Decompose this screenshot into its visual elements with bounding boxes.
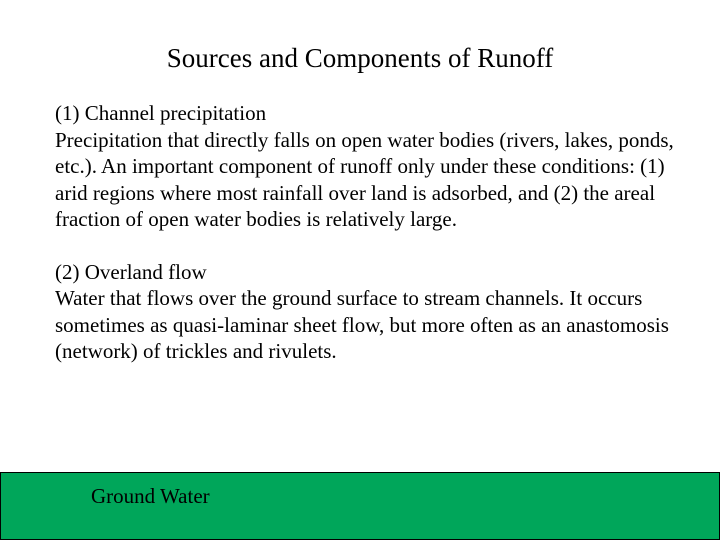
section-channel-precipitation xyxy=(55,100,695,233)
section-heading: (1) Channel precipitation xyxy=(55,101,267,125)
ground-water-bar xyxy=(0,472,720,540)
section-overland-flow xyxy=(55,259,695,365)
slide-content xyxy=(55,100,695,365)
section-heading: (2) Overland flow xyxy=(55,259,207,284)
section-body: Precipitation that directly falls on open water bodies (rivers, lakes, ponds, etc.). An important component of runoff only under these conditions: (1) arid regions where most rainfall over land is adsorbed, and (2) the areal fraction of open water bodies is relatively large. xyxy=(55,127,674,231)
section-body: Water that flows over the ground surface to stream channels. It occurs sometimes as quasi-laminar sheet flow, but more often as an anastomosis (network) of trickles and rivulets. xyxy=(55,286,669,363)
ground-water-label: Ground Water xyxy=(91,484,210,508)
slide-title: Sources and Components of Runoff xyxy=(166,43,554,73)
